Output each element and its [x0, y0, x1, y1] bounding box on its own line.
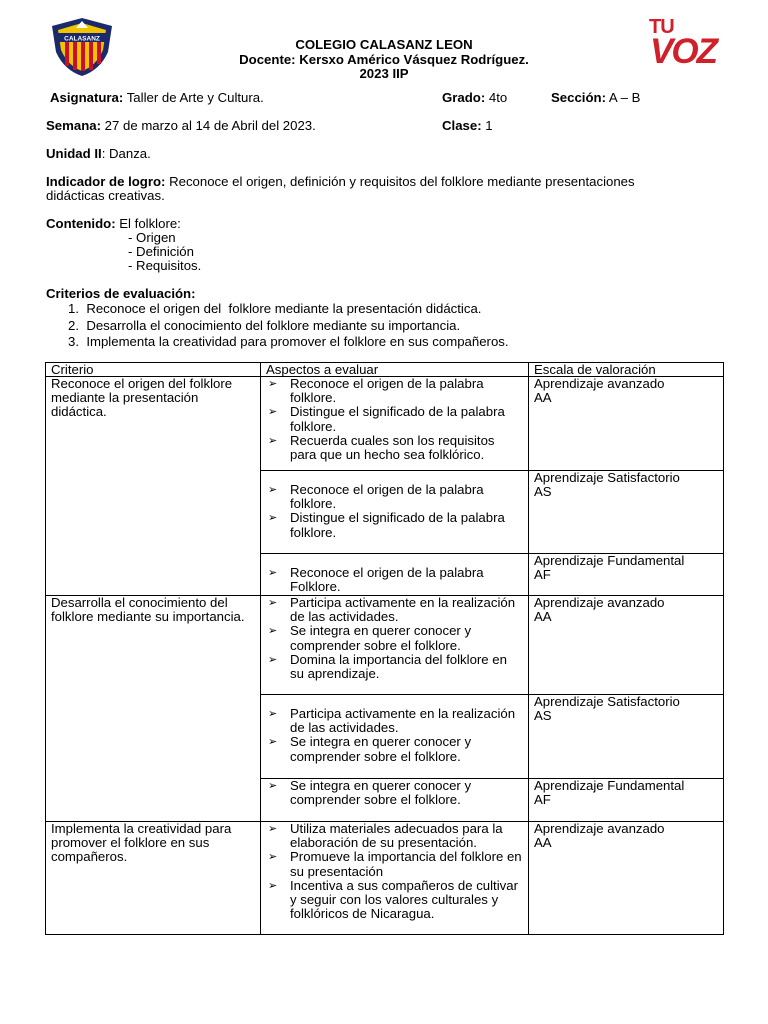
- aspect-item: [266, 735, 524, 763]
- aspect-text: Reconoce el origen de la palabra Folklore.: [290, 565, 484, 595]
- aspect-text: Participa activamente en la realización de las actividades.: [290, 595, 516, 625]
- table-header-aspectos: Aspectos a evaluar: [261, 363, 529, 377]
- clase-label: Clase:: [442, 118, 482, 133]
- arrow-bullet-icon: ➢: [268, 378, 278, 390]
- criterio-item: 2. Desarrolla el conocimiento del folklore mediante su importancia.: [68, 318, 461, 333]
- arrow-bullet-icon: ➢: [268, 434, 278, 447]
- aspect-item: [266, 511, 524, 539]
- seccion-value: A – B: [608, 90, 641, 105]
- contenido-item: - Definición: [128, 244, 194, 259]
- aspect-item: [266, 779, 524, 807]
- aspects-cell: [261, 377, 529, 471]
- aspects-cell: [261, 695, 529, 779]
- criterio-item: 1. Reconoce el origen del folklore mediante la presentación didáctica.: [68, 301, 482, 316]
- aspect-item: [266, 822, 524, 850]
- scale-code: AS: [534, 708, 552, 724]
- scale-code: AA: [534, 390, 552, 406]
- aspect-text: Se integra en querer conocer y comprender sobre el folklore.: [290, 623, 472, 653]
- grado-line: [442, 90, 507, 106]
- indicador-value: Reconoce el origen, definición y requisitos del folklore mediante presentaciones: [169, 174, 635, 189]
- criterio-item: 3. Implementa la creatividad para promover el folklore en sus compañeros.: [68, 334, 509, 349]
- scale-cell: [529, 377, 724, 471]
- scale-label: Aprendizaje Satisfactorio: [534, 694, 680, 709]
- arrow-bullet-icon: ➢: [268, 879, 278, 892]
- semana-label: Semana:: [46, 118, 101, 133]
- arrow-bullet-icon: ➢: [268, 780, 278, 792]
- aspect-text: Recuerda cuales son los requisitos para que un hecho sea folklórico.: [290, 432, 495, 463]
- scale-label: Aprendizaje Fundamental: [534, 553, 685, 568]
- scale-cell: [529, 695, 724, 779]
- aspect-text: Participa activamente en la realización de las actividades.: [290, 706, 516, 736]
- indicador-line-2: didácticas creativas.: [46, 188, 165, 203]
- aspects-cell: [261, 554, 529, 596]
- aspect-text: Se integra en querer conocer y comprender sobre el folklore.: [290, 734, 472, 764]
- aspect-text: Se integra en querer conocer y comprender sobre el folklore.: [290, 778, 472, 808]
- table-header-escala: Escala de valoración: [529, 363, 724, 377]
- scale-code: AA: [534, 609, 552, 625]
- aspect-text: Utiliza materiales adecuados para la elaboración de su presentación.: [290, 821, 503, 851]
- scale-code: AS: [534, 484, 552, 500]
- unidad-line: [46, 146, 151, 162]
- aspect-text: Domina la importancia del folklore en su aprendizaje.: [290, 651, 507, 682]
- aspect-item: [266, 405, 524, 433]
- logo-right-line1: TU: [649, 16, 674, 38]
- logo-left-text: CALASANZ: [64, 35, 100, 43]
- arrow-bullet-icon: ➢: [268, 512, 278, 525]
- seccion-label: Sección:: [551, 90, 606, 105]
- aspect-item: [266, 879, 524, 922]
- aspect-item: [266, 566, 524, 594]
- clase-value: 1: [485, 118, 493, 133]
- arrow-bullet-icon: ➢: [268, 708, 278, 720]
- aspect-text: Distingue el significado de la palabra folklore.: [290, 510, 505, 540]
- evaluation-table: [45, 362, 724, 935]
- arrow-bullet-icon: ➢: [268, 597, 278, 609]
- asignatura-label: Asignatura:: [50, 90, 124, 105]
- criterios-title: Criterios de evaluación:: [46, 286, 196, 301]
- contenido-item: - Origen: [128, 230, 176, 245]
- aspect-item: [266, 850, 524, 878]
- aspect-item: [266, 653, 524, 681]
- aspect-item: [266, 434, 524, 462]
- scale-label: Aprendizaje avanzado: [534, 376, 665, 391]
- scale-cell: [529, 554, 724, 596]
- scale-label: Aprendizaje avanzado: [534, 595, 665, 610]
- aspects-cell: [261, 779, 529, 822]
- scale-label: Aprendizaje Satisfactorio: [534, 470, 680, 485]
- grado-label: Grado:: [442, 90, 486, 105]
- aspects-cell: [261, 471, 529, 554]
- scale-code: AA: [534, 835, 552, 851]
- scale-cell: [529, 596, 724, 695]
- arrow-bullet-icon: ➢: [268, 625, 278, 638]
- unidad-label: Unidad II: [46, 146, 102, 161]
- logo-right-line2: VOZ: [650, 32, 716, 71]
- criterio-cell: Reconoce el origen del folklore mediante la presentación didáctica.: [46, 377, 261, 596]
- aspect-text: Promueve la importancia del folklore en su presentación: [290, 849, 522, 879]
- table-header-criterio: Criterio: [46, 363, 261, 377]
- arrow-bullet-icon: ➢: [268, 484, 278, 496]
- criterio-cell: Desarrolla el conocimiento del folklore mediante su importancia.: [46, 596, 261, 822]
- arrow-bullet-icon: ➢: [268, 851, 278, 864]
- table-row: [46, 822, 724, 935]
- aspect-text: Reconoce el origen de la palabra folklore.: [290, 376, 484, 406]
- unidad-value: : Danza.: [101, 146, 151, 161]
- teacher-name: Docente: Kersxo Américo Vásquez Rodríguez.: [239, 52, 529, 67]
- table-row: [46, 377, 724, 471]
- criterio-cell: Implementa la creatividad para promover el folklore en sus compañeros.: [46, 822, 261, 935]
- arrow-bullet-icon: ➢: [268, 567, 278, 579]
- arrow-bullet-icon: ➢: [268, 406, 278, 419]
- clase-line: [442, 118, 493, 134]
- scale-cell: [529, 779, 724, 822]
- table-header-row: [46, 363, 724, 377]
- aspect-item: [266, 483, 524, 511]
- grado-value: 4to: [488, 90, 508, 105]
- arrow-bullet-icon: ➢: [268, 653, 278, 666]
- aspect-item: [266, 707, 524, 735]
- contenido-item: - Requisitos.: [128, 258, 202, 273]
- aspect-text: Incentiva a sus compañeros de cultivar y seguir con los valores culturales y folklóricos de Nicaragua.: [290, 877, 518, 922]
- aspect-item: [266, 624, 524, 652]
- contenido-label: Contenido:: [46, 216, 116, 231]
- scale-cell: [529, 822, 724, 935]
- asignatura-value: Taller de Arte y Cultura.: [126, 90, 264, 105]
- aspect-item: [266, 596, 524, 624]
- semana-line: [46, 118, 316, 134]
- scale-label: Aprendizaje Fundamental: [534, 778, 685, 793]
- scale-code: AF: [534, 792, 551, 808]
- aspect-item: [266, 377, 524, 405]
- aspects-cell: [261, 822, 529, 935]
- aspect-text: Reconoce el origen de la palabra folklore.: [290, 482, 484, 512]
- aspects-cell: [261, 596, 529, 695]
- indicador-label: Indicador de logro:: [46, 174, 166, 189]
- semana-value: 27 de marzo al 14 de Abril del 2023.: [104, 118, 316, 133]
- scale-code: AF: [534, 567, 551, 583]
- contenido-value: El folklore:: [119, 216, 181, 231]
- scale-label: Aprendizaje avanzado: [534, 821, 665, 836]
- school-name: COLEGIO CALASANZ LEON: [295, 37, 473, 52]
- arrow-bullet-icon: ➢: [268, 736, 278, 749]
- asignatura-line: [50, 90, 264, 106]
- scale-cell: [529, 471, 724, 554]
- table-row: [46, 596, 724, 695]
- arrow-bullet-icon: ➢: [268, 823, 278, 835]
- seccion-line: [551, 90, 640, 106]
- tu-voz-logo: [646, 16, 722, 74]
- school-period: 2023 IIP: [359, 66, 409, 81]
- aspect-text: Distingue el significado de la palabra folklore.: [290, 404, 505, 434]
